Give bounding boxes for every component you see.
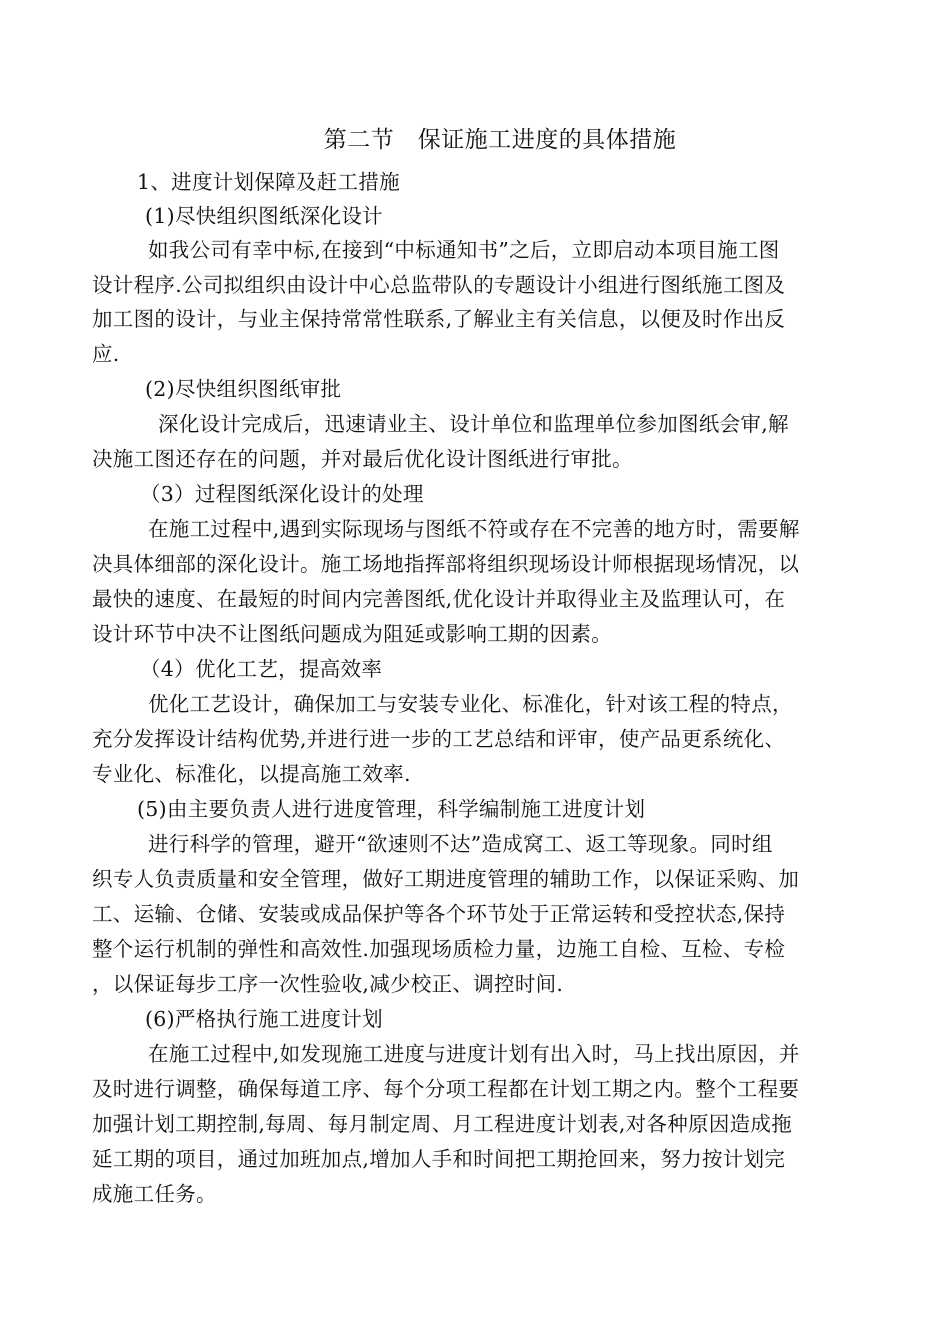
- paragraph-5-line-5: ，以保证每步工序一次性验收,减少校正、调控时间.: [92, 972, 564, 996]
- subheading-1: (1)尽快组织图纸深化设计: [145, 204, 383, 228]
- paragraph-1-line-2: 设计程序.公司拟组织由设计中心总监带队的专题设计小组进行图纸施工图及: [92, 273, 786, 297]
- paragraph-1-line-4: 应.: [92, 342, 120, 366]
- paragraph-6-line-1: 在施工过程中,如发现施工进度与进度计划有出入时，马上找出原因，并: [148, 1042, 800, 1066]
- paragraph-6-line-3: 加强计划工期控制,每周、每月制定周、月工程进度计划表,对各种原因造成拖: [92, 1112, 793, 1136]
- subheading-3: （3）过程图纸深化设计的处理: [140, 482, 424, 506]
- paragraph-4-line-3: 专业化、标准化，以提高施工效率.: [92, 762, 411, 786]
- paragraph-4-line-1: 优化工艺设计，确保加工与安装专业化、标准化，针对该工程的特点，: [148, 692, 793, 716]
- paragraph-1-line-3: 加工图的设计，与业主保持常常性联系,了解业主有关信息，以便及时作出反: [92, 307, 786, 331]
- subheading-6: (6)严格执行施工进度计划: [145, 1007, 383, 1031]
- paragraph-6-line-2: 及时进行调整，确保每道工序、每个分项工程都在计划工期之内。整个工程要: [92, 1077, 800, 1101]
- subheading-4: （4）优化工艺，提高效率: [140, 657, 383, 681]
- subheading-2: (2)尽快组织图纸审批: [145, 377, 342, 401]
- paragraph-3-line-3: 最快的速度、在最短的时间内完善图纸,优化设计并取得业主及监理认可，在: [92, 587, 786, 611]
- paragraph-5-line-1: 进行科学的管理，避开“欲速则不达”造成窝工、返工等现象。同时组: [148, 832, 773, 856]
- paragraph-2-line-2: 决施工图还存在的问题，并对最后优化设计图纸进行审批。: [92, 447, 633, 471]
- paragraph-3-line-1: 在施工过程中,遇到实际现场与图纸不符或存在不完善的地方时，需要解: [148, 517, 800, 541]
- section-title: 第二节 保证施工进度的具体措施: [323, 127, 677, 153]
- paragraph-5-line-4: 整个运行机制的弹性和高效性.加强现场质检力量，边施工自检、互检、专检: [92, 937, 786, 961]
- paragraph-5-line-3: 工、运输、仓储、安装或成品保护等各个环节处于正常运转和受控状态,保持: [92, 902, 786, 926]
- paragraph-6-line-4: 延工期的项目，通过加班加点,增加人手和时间把工期抢回来，努力按计划完: [92, 1147, 786, 1171]
- paragraph-5-line-2: 织专人负责质量和安全管理，做好工期进度管理的辅助工作，以保证采购、加: [92, 867, 800, 891]
- paragraph-1-line-1: 如我公司有幸中标,在接到“中标通知书”之后，立即启动本项目施工图: [148, 238, 780, 262]
- subheading-5: (5)由主要负责人进行进度管理，科学编制施工进度计划: [137, 797, 646, 821]
- paragraph-3-line-2: 决具体细部的深化设计。施工场地指挥部将组织现场设计师根据现场情况，以: [92, 552, 800, 576]
- heading-progress-plan: 1、进度计划保障及赶工措施: [137, 170, 400, 194]
- paragraph-2-line-1: 深化设计完成后，迅速请业主、设计单位和监理单位参加图纸会审,解: [158, 412, 789, 436]
- paragraph-4-line-2: 充分发挥设计结构优势,并进行进一步的工艺总结和评审，使产品更系统化、: [92, 727, 786, 751]
- paragraph-3-line-4: 设计环节中决不让图纸问题成为阻延或影响工期的因素。: [92, 622, 612, 646]
- paragraph-6-line-5: 成施工任务。: [92, 1182, 217, 1206]
